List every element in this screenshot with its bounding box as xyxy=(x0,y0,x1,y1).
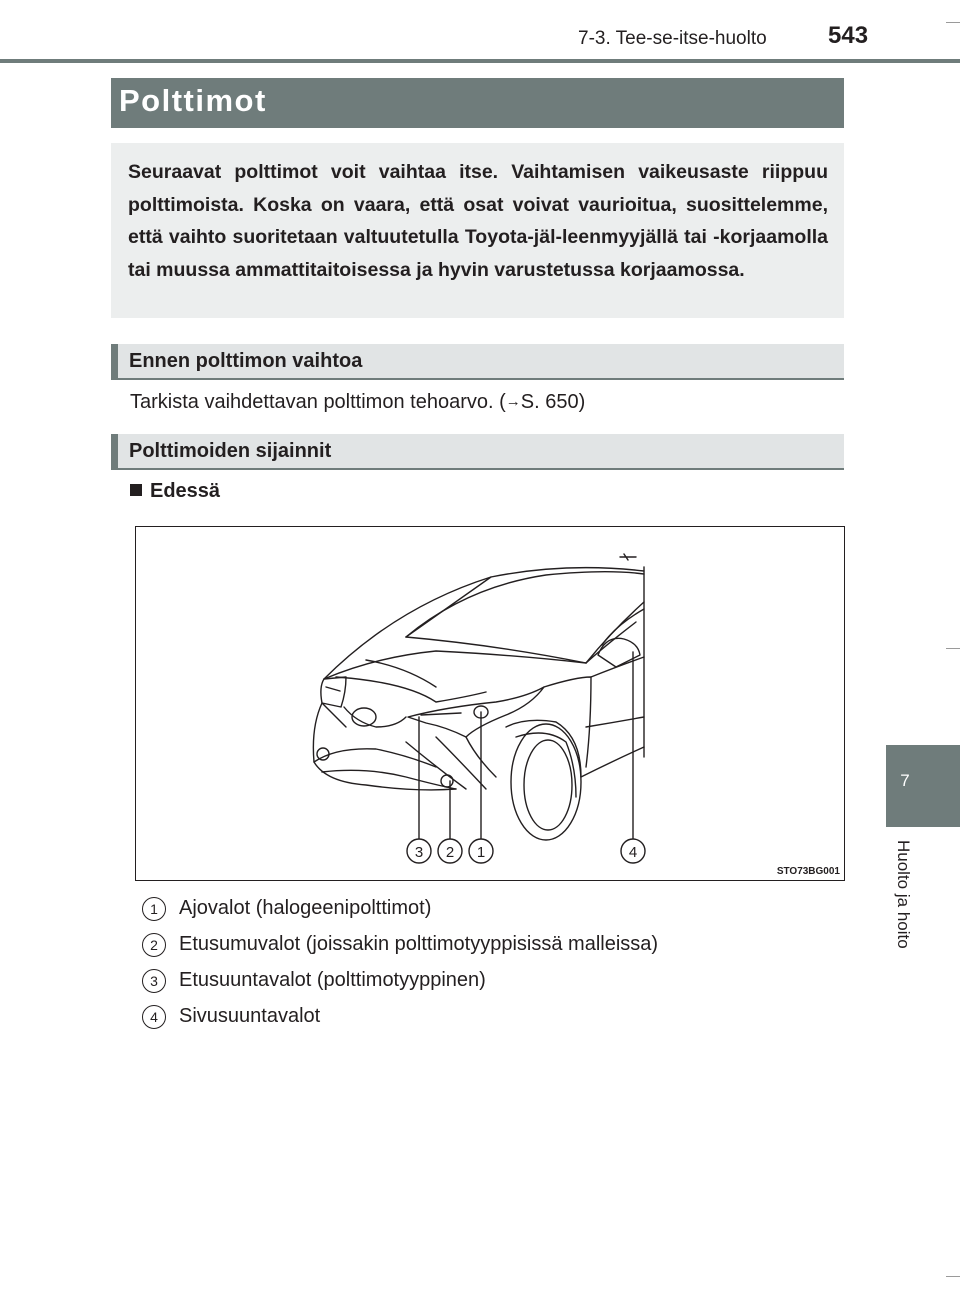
legend-number: 4 xyxy=(142,1005,166,1029)
legend-text: Etusumuvalot (joissakin polttimotyyppisissä malleissa) xyxy=(179,933,659,955)
section-heading-text: Polttimoiden sijainnit xyxy=(129,440,332,462)
intro-box xyxy=(111,143,844,318)
page-title-bar xyxy=(111,78,844,128)
section-heading-before xyxy=(111,344,844,380)
legend-number: 3 xyxy=(142,969,166,993)
chapter-label: Huolto ja hoito xyxy=(894,840,913,949)
crop-mark xyxy=(946,1276,960,1277)
car-front-illustration xyxy=(135,526,845,881)
callout-label: 3 xyxy=(414,844,424,861)
section-reference: 7-3. Tee-se-itse-huolto xyxy=(578,28,767,49)
square-bullet-icon xyxy=(130,484,142,496)
legend-text: Etusuuntavalot (polttimotyyppinen) xyxy=(179,969,486,991)
crop-mark xyxy=(946,22,960,23)
page-ref-arrow-icon: → xyxy=(505,393,521,410)
front-subheading-text: Edessä xyxy=(150,480,221,502)
legend-number: 2 xyxy=(142,933,166,957)
callout-label: 2 xyxy=(445,844,455,861)
crop-mark xyxy=(946,648,960,649)
callout-label: 1 xyxy=(476,844,486,861)
section-heading-text: Ennen polttimon vaihtoa xyxy=(129,350,363,372)
legend-text: Ajovalot (halogeenipolttimot) xyxy=(179,897,432,919)
callout-label: 4 xyxy=(628,844,638,861)
page-number: 543 xyxy=(828,22,869,49)
chapter-number: 7 xyxy=(900,771,910,790)
instruction-text: Tarkista vaihdettavan polttimon tehoarvo. ( xyxy=(130,391,506,413)
page-ref-link[interactable]: S. 650) xyxy=(520,391,586,413)
legend-number: 1 xyxy=(142,897,166,921)
header-rule xyxy=(0,59,960,63)
page-title: Polttimot xyxy=(119,83,267,118)
figure-code: STO73BG001 xyxy=(776,866,840,877)
front-subheading xyxy=(130,480,220,503)
heading-accent-bar xyxy=(111,434,118,470)
chapter-tab[interactable] xyxy=(886,745,960,827)
legend-text: Sivusuuntavalot xyxy=(179,1005,321,1027)
heading-accent-bar xyxy=(111,344,118,380)
wattage-instruction xyxy=(130,391,585,414)
section-heading-locations xyxy=(111,434,844,470)
car-drawing xyxy=(136,527,844,880)
intro-text: Seuraavat polttimot voit vaihtaa itse. Vaihtamisen vaikeusaste riippuu polttimoista. Koska on vaara, että osat voivat vaurioitua, suosittelemme, että vaihto suoritetaan valtuutetulla Toyota-jäl-leenmyyjällä tai -korjaamolla tai muussa ammattitaitoisessa ja hyvin varustetussa korjaamossa. xyxy=(128,161,828,281)
